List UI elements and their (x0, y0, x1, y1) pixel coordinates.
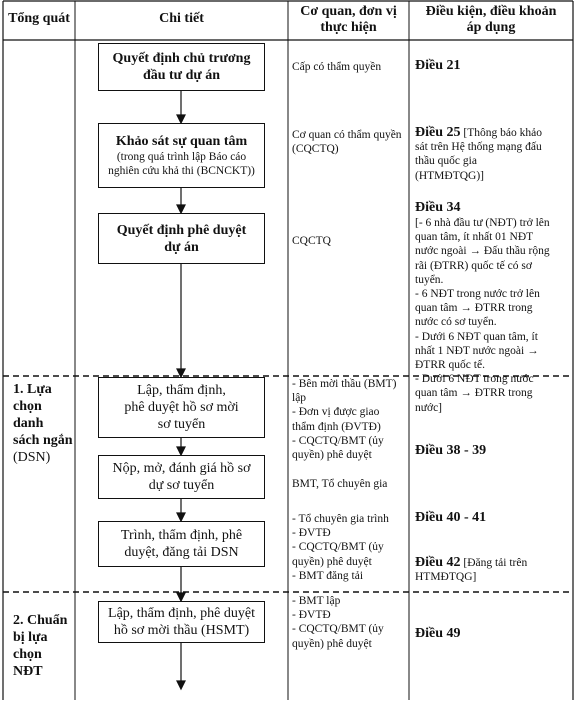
step-prequal-docs-box (98, 377, 265, 438)
agency-6-line2: - ĐVTĐ (292, 527, 331, 540)
header-agency (288, 4, 409, 36)
clause-25-line3 (415, 154, 568, 168)
step-interest-survey-sub1: (trong quá trình lập Báo cáo (116, 151, 247, 163)
step-investment-policy-line2: đầu tư dự án (142, 68, 221, 83)
agency-4-line5: - CQCTQ/BMT (ủy (292, 434, 384, 447)
agency-1: Cấp có thẩm quyền (292, 61, 382, 73)
clause-42 (415, 556, 568, 584)
step-bidding-docs-line1: Lập, thẩm định, phê duyệt (108, 606, 255, 621)
header-detail: Chi tiết (159, 11, 204, 26)
clause-25-line3-text: thầu quốc gia (415, 155, 477, 168)
agency-6-line3: - CQCTQ/BMT (ủy (292, 541, 384, 554)
phase-preparation-line1: 2. Chuẩn (13, 613, 68, 628)
header-overview: Tổng quát (8, 11, 70, 26)
agency-7-line2: - ĐVTĐ (292, 609, 331, 622)
step-project-approval-line1: Quyết định phê duyệt (116, 222, 247, 238)
agency-6 (292, 512, 406, 583)
step-shortlist-approval-box (98, 521, 265, 567)
step-prequal-evaluation-box (98, 455, 265, 499)
clause-42-title: Điều 42 (415, 555, 461, 570)
header-clause-line2: áp dụng (466, 20, 516, 35)
step-bidding-docs-box (98, 601, 265, 643)
agency-3: CQCTQ (292, 235, 331, 247)
phase-shortlist-line1: 1. Lựa (13, 382, 52, 397)
clause-21: Điều 21 (415, 58, 461, 73)
clause-34-line14: nước] (415, 401, 442, 414)
phase-shortlist-line3: sách ngắn (13, 433, 73, 448)
phase-shortlist (13, 381, 75, 466)
phase-preparation-line3: NĐT (13, 664, 43, 679)
clause-25-line2: sát trên Hệ thống mạng đấu (415, 141, 542, 154)
clause-34-line12: - Dưới 6 NĐT trong nước (415, 373, 534, 386)
clause-34-line2: quan tâm, ít nhất 01 NĐT (415, 231, 534, 244)
clause-25-line4: (HTMĐTQG)] (415, 169, 484, 182)
step-investment-policy-line1: Quyết định chủ trương (112, 51, 251, 66)
clause-34-line8: nước có sơ tuyển. (415, 316, 497, 329)
agency-6-line4: quyền) phê duyệt (292, 555, 372, 568)
phase-shortlist-line2: chọn danh (13, 399, 44, 431)
step-investment-policy-box (98, 43, 265, 91)
phase-preparation (13, 612, 75, 680)
clause-34-line11: ĐTRR quốc tế. (415, 359, 485, 372)
step-prequal-docs-line3: sơ tuyển (157, 417, 206, 432)
header-clause (409, 4, 573, 36)
step-prequal-evaluation-line2: dự sơ tuyển (148, 478, 215, 493)
clause-34-line5: tuyển. (415, 273, 444, 286)
agency-7-line1: - BMT lập (292, 595, 341, 607)
clause-34-line6: - 6 NĐT trong nước trở lên (415, 288, 540, 301)
step-bidding-docs-line2: hồ sơ mời thầu (HSMT) (113, 623, 250, 638)
clause-40-41: Điều 40 - 41 (415, 510, 487, 525)
step-interest-survey-title: Khảo sát sự quan tâm (115, 134, 248, 149)
step-interest-survey-sub2: nghiên cứu khả thi (BCNCKT)) (108, 165, 255, 177)
agency-2-line1: Cơ quan có thẩm quyền (292, 129, 402, 141)
clause-25-title: Điều 25 (415, 125, 461, 140)
clause-34-title: Điều 34 (415, 200, 461, 215)
header-clause-line1: Điều kiện, điều khoản (425, 4, 557, 19)
step-shortlist-approval-line2: duyệt, đăng tải DSN (124, 545, 239, 560)
step-prequal-docs-line1: Lập, thẩm định, (137, 383, 226, 398)
clause-42-line2: HTMĐTQG] (415, 571, 477, 584)
agency-6-line5: - BMT đăng tải (292, 569, 364, 582)
clause-34-line4: rãi (ĐTRR) quốc tế có sơ (415, 259, 532, 272)
agency-4-line6: quyền) phê duyệt (292, 449, 372, 462)
agency-4-line1: - Bên mời thầu (BMT) (292, 378, 397, 390)
agency-7 (292, 594, 406, 651)
agency-5: BMT, Tổ chuyên gia (292, 478, 388, 490)
phase-preparation-line2: bị lựa chọn (13, 630, 48, 662)
agency-4-line4: thẩm định (ĐVTĐ) (292, 420, 381, 433)
agency-4-line2: lập (292, 392, 307, 405)
agency-7-line3: - CQCTQ/BMT (ủy (292, 623, 384, 636)
clause-34-line1: [- 6 nhà đầu tư (NĐT) trở lên (415, 217, 550, 229)
agency-2-line2: (CQCTQ) (292, 143, 339, 156)
header-agency-line1: Cơ quan, đơn vị (300, 4, 397, 19)
agency-2 (292, 128, 406, 156)
step-shortlist-approval-line1: Trình, thẩm định, phê (120, 528, 243, 543)
clause-34-line3: nước ngoài → Đấu thầu rộng (415, 245, 550, 258)
clause-34-line9: - Dưới 6 NĐT quan tâm, ít (415, 330, 538, 343)
agency-6-line1: - Tổ chuyên gia trình (292, 513, 389, 525)
clause-25 (415, 126, 568, 183)
agency-4 (292, 377, 406, 462)
clause-34-line13: quan tâm → ĐTRR trong (415, 387, 533, 400)
step-interest-survey-box (98, 123, 265, 188)
agency-4-line3: - Đơn vị được giao (292, 406, 380, 419)
header-agency-line2: thực hiện (320, 20, 377, 35)
clause-25-line1: [Thông báo khảo (463, 127, 542, 139)
clause-34-line7: quan tâm → ĐTRR trong (415, 302, 533, 315)
clause-49: Điều 49 (415, 626, 461, 641)
step-project-approval-line2: dự án (164, 239, 199, 255)
step-project-approval-box (98, 213, 265, 264)
clause-34-line10: nhất 1 NĐT nước ngoài → (415, 344, 539, 357)
clause-38-39: Điều 38 - 39 (415, 443, 487, 458)
step-prequal-docs-line2: phê duyệt hồ sơ mời (124, 400, 239, 415)
agency-7-line4: quyền) phê duyệt (292, 637, 372, 650)
clause-34 (415, 200, 568, 415)
phase-shortlist-line4: (DSN) (13, 450, 51, 465)
clause-42-line1: [Đăng tải trên (463, 557, 528, 569)
step-prequal-evaluation-line1: Nộp, mở, đánh giá hồ sơ (112, 461, 251, 476)
